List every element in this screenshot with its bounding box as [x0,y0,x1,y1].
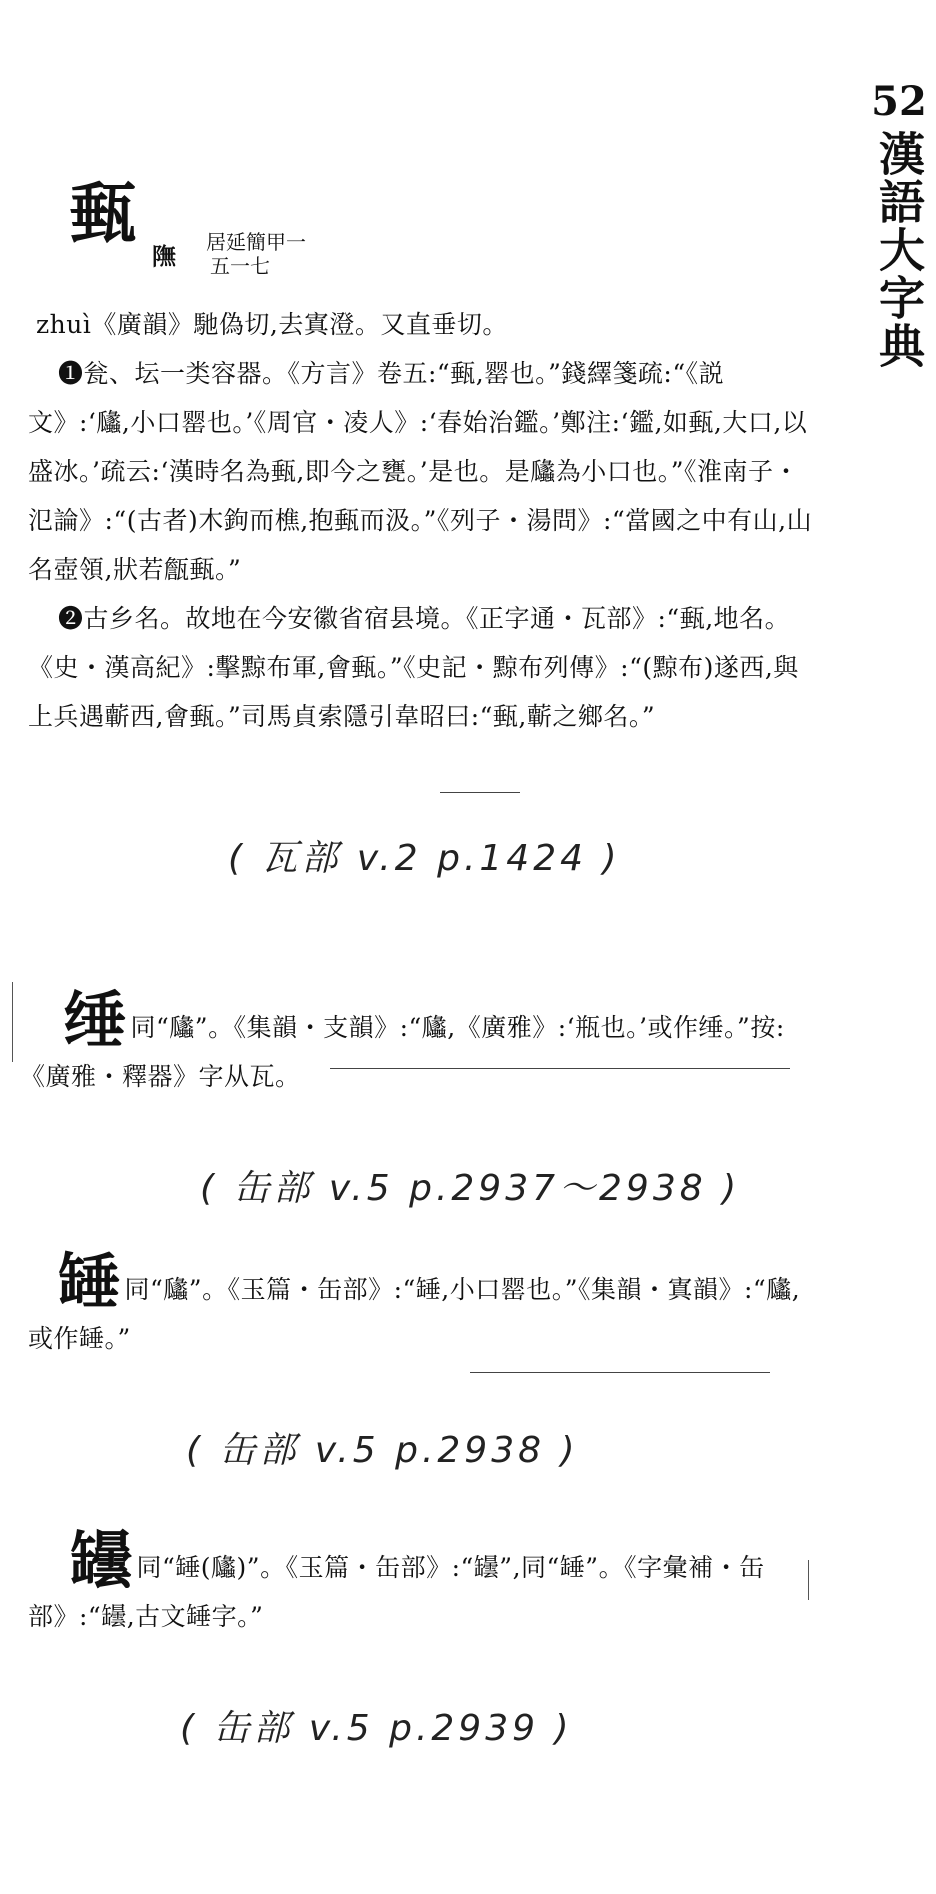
handwritten-note-3: ( 缶部 v.5 p.2938 ) [186,1430,579,1471]
entry-4 [28,1524,808,1641]
underline [330,1068,790,1069]
seal-source-line-2: 五一七 [210,254,270,278]
entry-4-paragraph [28,1524,808,1641]
entry-1-head-character: 甀 [70,174,136,252]
entry-3-paragraph [28,1246,808,1363]
entry-1-sense-1: ❶瓮、坛一类容器。《方言》卷五:“甀,罂也。”錢繹箋疏:“《説文》:‘㼖,小口罂也。’《周官・凌人》:‘春始治鑑。’鄭注:‘鑑,如甀,大口,以盛冰。’疏云:‘漢時名為甀,即今之甕。’是也。是㼖為小口也。”《淮南子・氾論》:“(古者)木鉤而樵,抱甀而汲。”《列子・湯問》:“當國之中有山,山名壺領,狀若甔甀。” [28,359,813,584]
entry-3-text: 同“㼖”。《玉篇・缶部》:“䍋,小口罂也。”《集韻・寘韻》:“㼖,或作䍋。” [28,1275,801,1353]
dictionary-title: 漢語大字典 [872,130,926,370]
seal-script-source [206,230,306,278]
entry-1-sense-2: ❷古乡名。故地在今安徽省宿县境。《正字通・瓦部》:“甀,地名。《史・漢高紀》:擊黥布軍,會甀。”《史記・黥布列傳》:“(黥布)遂西,與上兵遇蘄西,會甀。”司馬貞索隱引韋昭曰:“甀,蘄之鄉名。” [28,604,799,731]
handwritten-note-2: ( 缶部 v.5 p.2937～2938 ) [200,1168,741,1209]
entry-1 [28,174,818,252]
divider [440,792,520,793]
entry-2-paragraph [20,984,810,1101]
margin-line [808,1560,809,1600]
entry-3 [28,1246,808,1363]
handwritten-note-1: ( 瓦部 v.2 p.1424 ) [228,838,621,879]
entry-2-text: 同“㼖”。《集韻・支韻》:“㼖,《廣雅》:‘瓶也。’或作缍。”按:《廣雅・釋器》字从瓦。 [20,1013,785,1091]
seal-source-line-1: 居延簡甲一 [206,230,306,254]
page-header [868,80,930,370]
seal-script-glyph: 𨼊 [152,243,176,271]
handwritten-note-4: ( 缶部 v.5 p.2939 ) [180,1708,573,1749]
entry-1-pronunciation: zhuì《廣韻》馳偽切,去寘澄。又直垂切。 [36,310,508,339]
entry-4-text: 同“䍋(㼖)”。《玉篇・缶部》:“罎”,同“䍋”。《字彙補・缶部》:“罎,古文䍋字。” [28,1553,765,1631]
margin-line [12,982,13,1062]
entry-4-head-character: 罎 [70,1524,133,1597]
entry-3-head-character: 䍋 [58,1246,121,1319]
underline [470,1372,770,1373]
entry-2-head-character: 缍 [64,984,127,1057]
entry-2 [20,984,810,1101]
entry-1-body [28,300,818,741]
page-number: 52 [871,78,927,125]
